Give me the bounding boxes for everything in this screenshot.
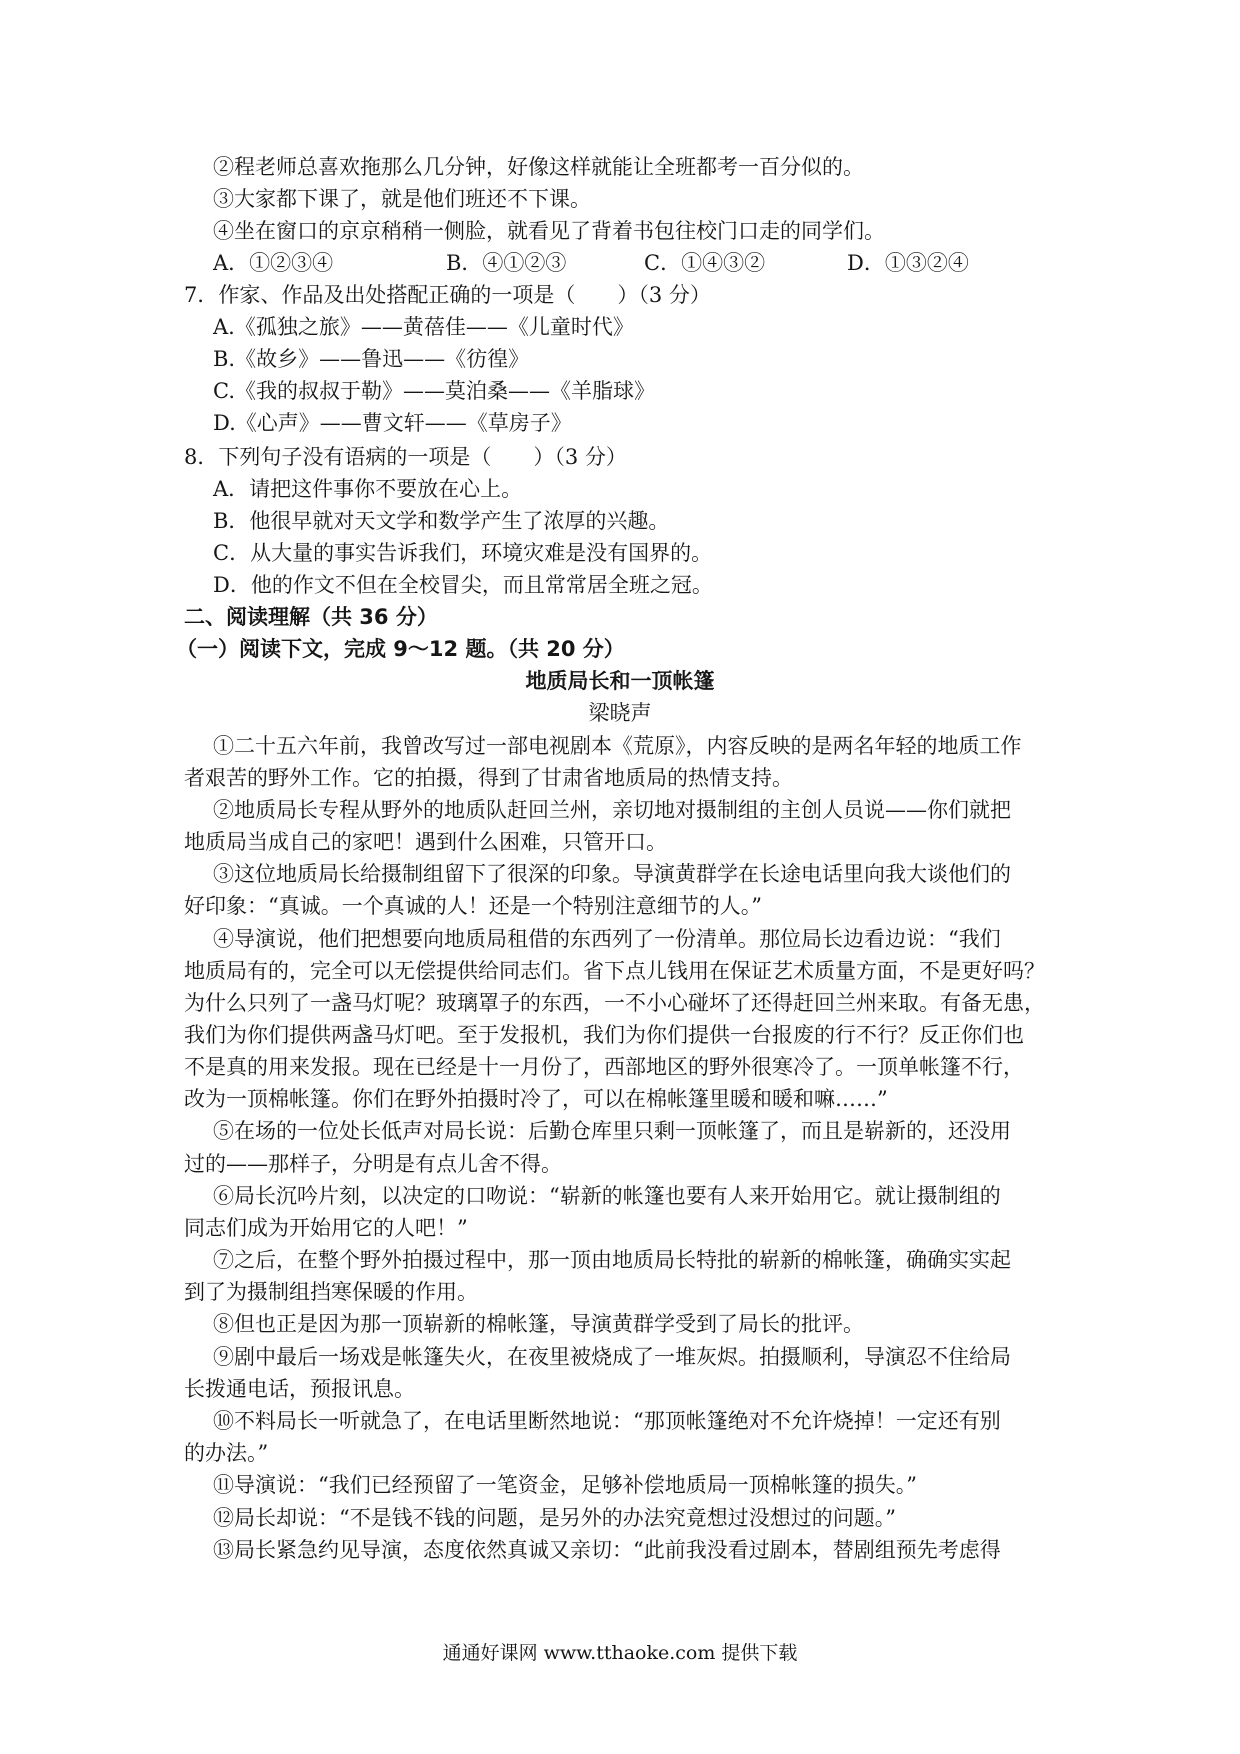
article-line: 好印象：“真诚。一个真诚的人！还是一个特别注意细节的人。” [184, 894, 762, 918]
article-line: ⑤在场的一位处长低声对局长说：后勤仓库里只剩一顶帐篷了，而且是崭新的，还没用 [213, 1119, 1011, 1143]
article-line: 地质局有的，完全可以无偿提供给同志们。省下点儿钱用在保证艺术质量方面，不是更好吗？ [184, 959, 1045, 983]
q8-stem: 8．下列句子没有语病的一项是（ ）（3 分） [184, 445, 627, 469]
page-footer: 通通好课网 www.tthaoke.com 提供下载 [442, 1642, 798, 1664]
q6-item-4: ④坐在窗口的京京稍稍一侧脸，就看见了背着书包往校门口走的同学们。 [213, 219, 885, 243]
article-line: ③这位地质局长给摄制组留下了很深的印象。导演黄群学在长途电话里向我大谈他们的 [213, 862, 1011, 886]
article-line: ⑧但也正是因为那一顶崭新的棉帐篷，导演黄群学受到了局长的批评。 [213, 1312, 864, 1336]
article-line: ⑪导演说：“我们已经预留了一笔资金，足够补偿地质局一顶棉帐篷的损失。” [213, 1473, 917, 1497]
article-line: 过的——那样子，分明是有点儿舍不得。 [184, 1152, 562, 1176]
article-author: 梁晓声 [588, 701, 652, 725]
article-line: ④导演说，他们把想要向地质局租借的东西列了一份清单。那位局长边看边说：“我们 [213, 927, 1001, 951]
article-line: 的办法。” [184, 1441, 269, 1465]
article-line: 我们为你们提供两盏马灯吧。至于发报机，我们为你们提供一台报废的行不行？反正你们也 [184, 1023, 1024, 1047]
article-line: 地质局当成自己的家吧！遇到什么困难，只管开口。 [184, 830, 667, 854]
q8-option-b: B．他很早就对天文学和数学产生了浓厚的兴趣。 [213, 509, 670, 533]
article-line: ⑨剧中最后一场戏是帐篷失火，在夜里被烧成了一堆灰烬。拍摄顺利，导演忍不住给局 [213, 1345, 1011, 1369]
article-line: ①二十五六年前，我曾改写过一部电视剧本《荒原》，内容反映的是两名年轻的地质工作 [213, 734, 1022, 758]
q7-option-b: B.《故乡》——鲁迅——《彷徨》 [213, 347, 530, 371]
section-title: 二、阅读理解（共 36 分） [184, 605, 438, 629]
article-line: 为什么只列了一盏马灯呢？玻璃罩子的东西，一不小心碰坏了还得赶回兰州来取。有备无患， [184, 991, 1045, 1015]
article-line: ⑦之后，在整个野外拍摄过程中，那一顶由地质局长特批的崭新的棉帐篷，确确实实起 [213, 1248, 1011, 1272]
article-title: 地质局长和一顶帐篷 [525, 669, 715, 693]
article-line: 不是真的用来发报。现在已经是十一月份了，西部地区的野外很寒冷了。一顶单帐篷不行， [184, 1055, 1024, 1079]
article-line: ②地质局长专程从野外的地质队赶回兰州，亲切地对摄制组的主创人员说——你们就把 [213, 798, 1011, 822]
q6-option-d: D．①③②④ [847, 251, 969, 275]
article-line: 者艰苦的野外工作。它的拍摄，得到了甘肃省地质局的热情支持。 [184, 766, 793, 790]
q7-stem: 7．作家、作品及出处搭配正确的一项是（ ）（3 分） [184, 283, 711, 307]
article-line: 改为一顶棉帐篷。你们在野外拍摄时冷了，可以在棉帐篷里暖和暖和嘛……” [184, 1087, 888, 1111]
q7-option-c: C.《我的叔叔于勒》——莫泊桑——《羊脂球》 [213, 379, 655, 403]
article-line: 同志们成为开始用它的人吧！” [184, 1216, 468, 1240]
q6-option-b: B．④①②③ [446, 251, 567, 275]
q6-item-2: ②程老师总喜欢拖那么几分钟，好像这样就能让全班都考一百分似的。 [213, 155, 864, 179]
article-line: ⑬局长紧急约见导演，态度依然真诚又亲切：“此前我没看过剧本，替剧组预先考虑得 [213, 1538, 1001, 1562]
q8-option-c: C．从大量的事实告诉我们，环境灾难是没有国界的。 [213, 541, 713, 565]
q8-option-d: D．他的作文不但在全校冒尖，而且常常居全班之冠。 [213, 573, 713, 597]
q7-option-a: A.《孤独之旅》——黄蓓佳——《儿童时代》 [213, 315, 634, 339]
section-subtitle: （一）阅读下文，完成 9～12 题。（共 20 分） [176, 637, 625, 661]
q6-option-c: C．①④③② [644, 251, 766, 275]
q7-option-d: D.《心声》——曹文轩——《草房子》 [213, 411, 572, 435]
q8-option-a: A．请把这件事你不要放在心上。 [213, 477, 523, 501]
article-line: ⑫局长却说：“不是钱不钱的问题，是另外的办法究竟想过没想过的问题。” [213, 1506, 896, 1530]
article-line: 到了为摄制组挡寒保暖的作用。 [184, 1280, 478, 1304]
article-line: ⑥局长沉吟片刻，以决定的口吻说：“崭新的帐篷也要有人来开始用它。就让摄制组的 [213, 1184, 1001, 1208]
q6-item-3: ③大家都下课了，就是他们班还不下课。 [213, 187, 591, 211]
article-line: 长拨通电话，预报讯息。 [184, 1377, 415, 1401]
article-line: ⑩不料局长一听就急了，在电话里断然地说：“那顶帐篷绝对不允许烧掉！一定还有别 [213, 1409, 1001, 1433]
q6-options [213, 248, 969, 278]
q6-option-a: A．①②③④ [213, 251, 334, 275]
